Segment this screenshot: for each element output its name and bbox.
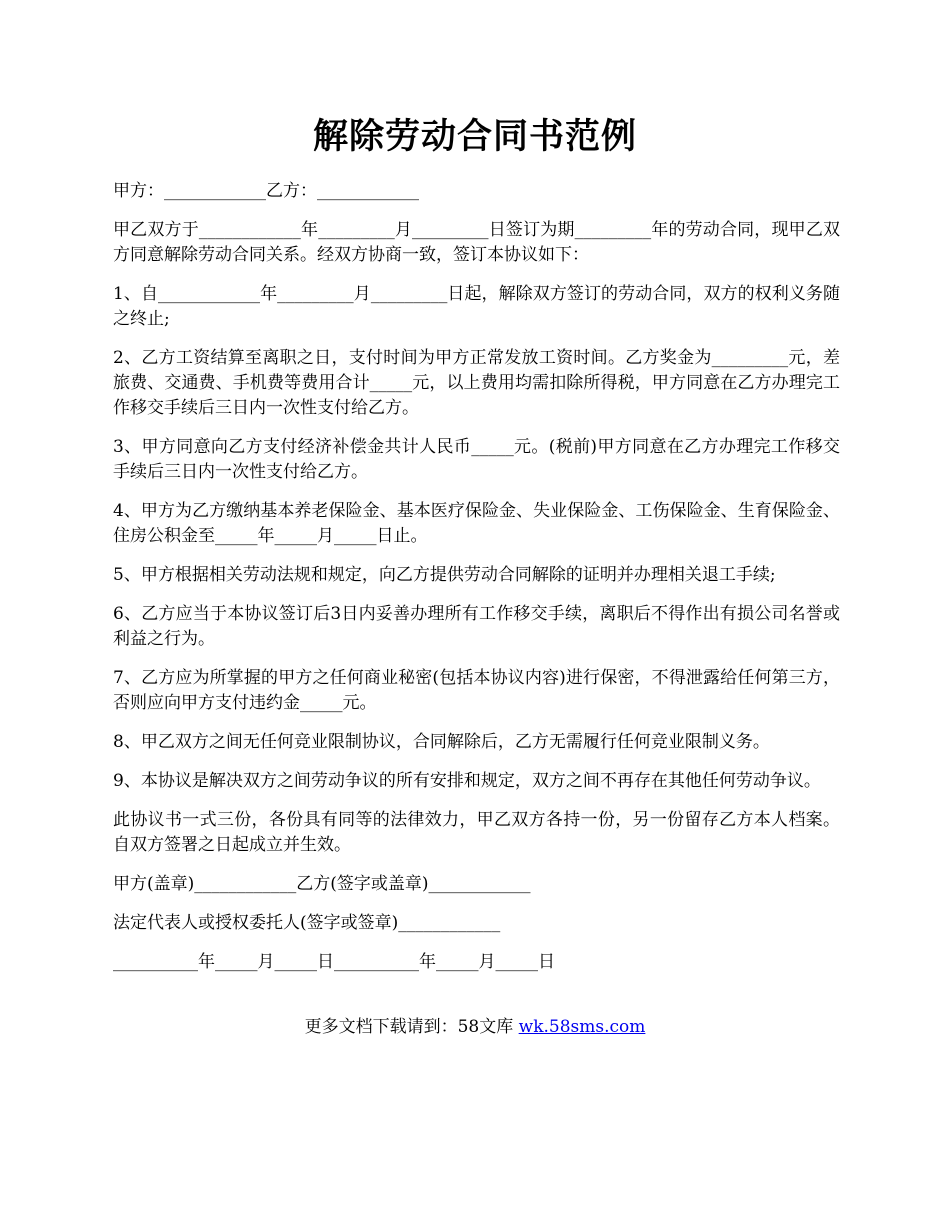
clause-1: 1、自____________年_________月_________日起，解除双方签订的劳动合同，双方的权利义务随之终止; xyxy=(113,284,840,329)
clause-2: 2、乙方工资结算至离职之日，支付时间为甲方正常发放工资时间。乙方奖金为_________元，差旅费、交通费、手机费等费用合计_____元，以上费用均需扣除所得税，甲方同意在乙方办理完工作移交手续后三日内一次性支付给乙方。 xyxy=(113,348,840,418)
footer-link[interactable]: wk.58sms.com xyxy=(518,1017,646,1037)
party-line: 甲方：____________乙方：____________ xyxy=(113,181,419,201)
representative-line: 法定代表人或授权委托人(签字或签章)____________ xyxy=(113,913,501,933)
document-body xyxy=(113,179,840,989)
footer-text: 更多文档下载请到：58文库 xyxy=(304,1017,519,1037)
copies-paragraph: 此协议书一式三份，各份具有同等的法律效力，甲乙双方各持一份，另一份留存乙方本人档案。自双方签署之日起成立并生效。 xyxy=(113,810,840,855)
clause-4: 4、甲方为乙方缴纳基本养老保险金、基本医疗保险金、失业保险金、工伤保险金、生育保险金、住房公积金至_____年_____月_____日止。 xyxy=(113,501,840,546)
clause-6: 6、乙方应当于本协议签订后3日内妥善办理所有工作移交手续，离职后不得作出有损公司名誉或利益之行为。 xyxy=(113,604,840,649)
clause-5: 5、甲方根据相关劳动法规和规定，向乙方提供劳动合同解除的证明并办理相关退工手续; xyxy=(113,565,776,585)
clause-9: 9、本协议是解决双方之间劳动争议的所有安排和规定，双方之间不再存在其他任何劳动争议。 xyxy=(113,771,821,791)
clause-8: 8、甲乙双方之间无任何竞业限制协议，合同解除后，乙方无需履行任何竞业限制义务。 xyxy=(113,732,770,752)
document-title: 解除劳动合同书范例 xyxy=(312,116,637,157)
intro-paragraph: 甲乙双方于____________年_________月_________日签订为期_________年的劳动合同，现甲乙双方同意解除劳动合同关系。经双方协商一致，签订本协议如下： xyxy=(113,220,840,265)
footer xyxy=(0,1015,950,1040)
clause-7: 7、乙方应为所掌握的甲方之任何商业秘密(包括本协议内容)进行保密，不得泄露给任何第三方，否则应向甲方支付违约金_____元。 xyxy=(113,668,840,713)
signature-line: 甲方(盖章)____________乙方(签字或盖章)____________ xyxy=(113,874,531,894)
clause-3: 3、甲方同意向乙方支付经济补偿金共计人民币_____元。(税前)甲方同意在乙方办理完工作移交手续后三日内一次性支付给乙方。 xyxy=(113,437,840,482)
date-line: __________年_____月_____日__________年_____月_____日 xyxy=(113,952,555,972)
